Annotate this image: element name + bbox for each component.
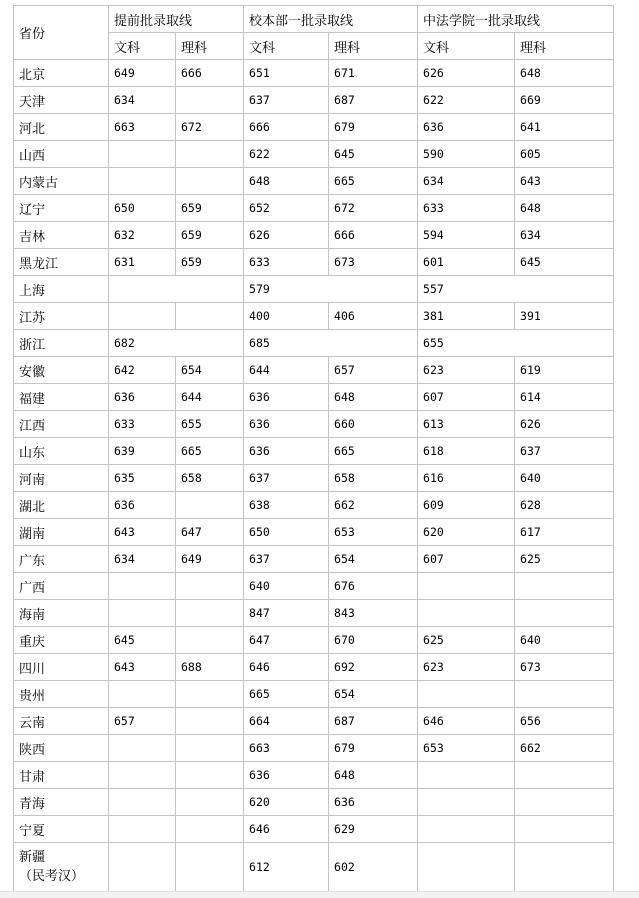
score-cell: 650 bbox=[109, 195, 176, 222]
score-cell: 648 bbox=[329, 384, 418, 411]
score-cell: 662 bbox=[515, 735, 614, 762]
score-cell: 637 bbox=[244, 546, 329, 573]
score-cell bbox=[176, 492, 244, 519]
score-cell: 653 bbox=[329, 519, 418, 546]
score-cell: 625 bbox=[515, 546, 614, 573]
score-cell: 622 bbox=[244, 141, 329, 168]
score-cell: 626 bbox=[515, 411, 614, 438]
province-cell: 山西 bbox=[14, 141, 109, 168]
score-cell: 679 bbox=[329, 735, 418, 762]
score-cell: 607 bbox=[418, 384, 515, 411]
score-cell: 647 bbox=[244, 627, 329, 654]
score-cell bbox=[109, 789, 176, 816]
score-cell: 687 bbox=[329, 87, 418, 114]
score-cell: 649 bbox=[176, 546, 244, 573]
score-cell: 400 bbox=[244, 303, 329, 330]
score-cell: 620 bbox=[244, 789, 329, 816]
score-cell bbox=[418, 573, 515, 600]
province-cell: 陕西 bbox=[14, 735, 109, 762]
score-cell: 647 bbox=[176, 519, 244, 546]
score-cell bbox=[418, 600, 515, 627]
score-cell: 616 bbox=[418, 465, 515, 492]
score-cell: 640 bbox=[244, 573, 329, 600]
score-cell: 636 bbox=[109, 492, 176, 519]
admission-scores-table bbox=[13, 5, 614, 892]
score-cell: 646 bbox=[244, 816, 329, 843]
score-cell: 633 bbox=[418, 195, 515, 222]
province-cell: 河南 bbox=[14, 465, 109, 492]
score-cell: 664 bbox=[244, 708, 329, 735]
province-cell: 青海 bbox=[14, 789, 109, 816]
score-cell: 646 bbox=[244, 654, 329, 681]
score-cell: 663 bbox=[109, 114, 176, 141]
score-cell: 663 bbox=[244, 735, 329, 762]
header-row-groups bbox=[14, 6, 614, 33]
province-cell: 辽宁 bbox=[14, 195, 109, 222]
score-cell: 629 bbox=[329, 816, 418, 843]
header-sub-science: 理科 bbox=[329, 33, 418, 60]
score-cell: 843 bbox=[329, 600, 418, 627]
score-cell bbox=[109, 681, 176, 708]
score-cell: 635 bbox=[109, 465, 176, 492]
score-cell: 688 bbox=[176, 654, 244, 681]
table-row bbox=[14, 735, 614, 762]
score-cell bbox=[515, 600, 614, 627]
score-cell: 620 bbox=[418, 519, 515, 546]
score-cell: 636 bbox=[329, 789, 418, 816]
score-cell: 655 bbox=[176, 411, 244, 438]
score-cell: 637 bbox=[244, 87, 329, 114]
province-cell: 湖南 bbox=[14, 519, 109, 546]
score-cell bbox=[176, 573, 244, 600]
score-cell: 671 bbox=[329, 60, 418, 87]
score-cell: 662 bbox=[329, 492, 418, 519]
score-cell: 660 bbox=[329, 411, 418, 438]
province-cell: 黑龙江 bbox=[14, 249, 109, 276]
table-row bbox=[14, 438, 614, 465]
table-row bbox=[14, 654, 614, 681]
score-cell bbox=[176, 843, 244, 892]
score-cell: 658 bbox=[329, 465, 418, 492]
score-cell: 607 bbox=[418, 546, 515, 573]
score-cell: 676 bbox=[329, 573, 418, 600]
table-row bbox=[14, 843, 614, 892]
score-cell bbox=[418, 762, 515, 789]
score-cell: 636 bbox=[244, 762, 329, 789]
score-cell: 619 bbox=[515, 357, 614, 384]
score-cell: 659 bbox=[176, 249, 244, 276]
score-cell: 847 bbox=[244, 600, 329, 627]
score-cell: 650 bbox=[244, 519, 329, 546]
score-cell: 682 bbox=[109, 330, 244, 357]
score-cell: 632 bbox=[109, 222, 176, 249]
score-cell: 406 bbox=[329, 303, 418, 330]
score-cell: 634 bbox=[109, 87, 176, 114]
score-cell: 658 bbox=[176, 465, 244, 492]
score-cell: 687 bbox=[329, 708, 418, 735]
province-cell: 湖北 bbox=[14, 492, 109, 519]
score-cell bbox=[109, 276, 244, 303]
score-cell: 602 bbox=[329, 843, 418, 892]
score-cell bbox=[176, 789, 244, 816]
score-cell: 634 bbox=[109, 546, 176, 573]
score-cell: 685 bbox=[244, 330, 418, 357]
header-sub-science: 理科 bbox=[176, 33, 244, 60]
table-row bbox=[14, 60, 614, 87]
score-cell: 633 bbox=[109, 411, 176, 438]
table-row bbox=[14, 222, 614, 249]
table-row bbox=[14, 303, 614, 330]
score-cell bbox=[109, 843, 176, 892]
table-row bbox=[14, 519, 614, 546]
score-cell: 651 bbox=[244, 60, 329, 87]
score-cell: 617 bbox=[515, 519, 614, 546]
province-cell: 重庆 bbox=[14, 627, 109, 654]
province-cell: 福建 bbox=[14, 384, 109, 411]
province-cell: 河北 bbox=[14, 114, 109, 141]
score-cell bbox=[176, 762, 244, 789]
score-cell: 645 bbox=[329, 141, 418, 168]
score-cell: 637 bbox=[244, 465, 329, 492]
table-row bbox=[14, 546, 614, 573]
table-row bbox=[14, 816, 614, 843]
score-cell: 391 bbox=[515, 303, 614, 330]
province-cell: 吉林 bbox=[14, 222, 109, 249]
score-cell: 657 bbox=[329, 357, 418, 384]
table-row bbox=[14, 789, 614, 816]
province-cell: 江西 bbox=[14, 411, 109, 438]
score-cell: 665 bbox=[329, 438, 418, 465]
score-cell: 645 bbox=[515, 249, 614, 276]
score-cell: 643 bbox=[515, 168, 614, 195]
score-cell: 673 bbox=[515, 654, 614, 681]
score-cell: 648 bbox=[329, 762, 418, 789]
table-row bbox=[14, 330, 614, 357]
table-row bbox=[14, 357, 614, 384]
score-cell: 634 bbox=[418, 168, 515, 195]
score-cell: 646 bbox=[418, 708, 515, 735]
score-cell: 642 bbox=[109, 357, 176, 384]
score-cell bbox=[109, 735, 176, 762]
province-cell: 甘肃 bbox=[14, 762, 109, 789]
score-cell bbox=[515, 843, 614, 892]
score-cell: 665 bbox=[244, 681, 329, 708]
province-cell: 上海 bbox=[14, 276, 109, 303]
score-cell: 644 bbox=[244, 357, 329, 384]
score-cell bbox=[176, 600, 244, 627]
score-cell: 645 bbox=[109, 627, 176, 654]
score-cell: 626 bbox=[418, 60, 515, 87]
province-cell: 山东 bbox=[14, 438, 109, 465]
table-row bbox=[14, 87, 614, 114]
table-row bbox=[14, 141, 614, 168]
score-cell: 634 bbox=[515, 222, 614, 249]
score-cell: 381 bbox=[418, 303, 515, 330]
score-cell bbox=[515, 816, 614, 843]
score-cell: 623 bbox=[418, 357, 515, 384]
header-sub-arts: 文科 bbox=[109, 33, 176, 60]
score-cell: 628 bbox=[515, 492, 614, 519]
table-row bbox=[14, 249, 614, 276]
score-cell: 666 bbox=[244, 114, 329, 141]
score-cell: 692 bbox=[329, 654, 418, 681]
province-cell: 贵州 bbox=[14, 681, 109, 708]
score-cell bbox=[418, 816, 515, 843]
header-group-early: 提前批录取线 bbox=[109, 6, 244, 33]
province-cell: 江苏 bbox=[14, 303, 109, 330]
header-sub-arts: 文科 bbox=[418, 33, 515, 60]
score-cell: 579 bbox=[244, 276, 418, 303]
province-cell bbox=[14, 843, 109, 892]
province-cell: 浙江 bbox=[14, 330, 109, 357]
score-cell bbox=[418, 681, 515, 708]
province-cell: 内蒙古 bbox=[14, 168, 109, 195]
score-cell bbox=[418, 843, 515, 892]
score-cell bbox=[109, 762, 176, 789]
score-cell: 623 bbox=[418, 654, 515, 681]
score-cell: 636 bbox=[109, 384, 176, 411]
score-cell: 633 bbox=[244, 249, 329, 276]
score-cell: 637 bbox=[515, 438, 614, 465]
score-cell: 672 bbox=[176, 114, 244, 141]
score-cell: 636 bbox=[244, 411, 329, 438]
score-cell: 648 bbox=[515, 195, 614, 222]
score-cell: 679 bbox=[329, 114, 418, 141]
score-cell: 665 bbox=[329, 168, 418, 195]
score-cell: 643 bbox=[109, 519, 176, 546]
score-cell: 622 bbox=[418, 87, 515, 114]
score-cell bbox=[176, 141, 244, 168]
province-cell: 四川 bbox=[14, 654, 109, 681]
score-cell bbox=[176, 708, 244, 735]
score-cell: 666 bbox=[329, 222, 418, 249]
table-row bbox=[14, 114, 614, 141]
province-cell: 广西 bbox=[14, 573, 109, 600]
table-row bbox=[14, 195, 614, 222]
score-cell: 643 bbox=[109, 654, 176, 681]
header-sub-science: 理科 bbox=[515, 33, 614, 60]
score-cell: 654 bbox=[176, 357, 244, 384]
score-cell bbox=[515, 573, 614, 600]
score-cell bbox=[176, 627, 244, 654]
score-cell: 638 bbox=[244, 492, 329, 519]
score-cell: 609 bbox=[418, 492, 515, 519]
score-cell: 625 bbox=[418, 627, 515, 654]
score-cell: 640 bbox=[515, 627, 614, 654]
score-cell bbox=[176, 87, 244, 114]
score-cell: 641 bbox=[515, 114, 614, 141]
score-cell: 672 bbox=[329, 195, 418, 222]
province-cell: 云南 bbox=[14, 708, 109, 735]
score-cell: 648 bbox=[244, 168, 329, 195]
score-cell: 640 bbox=[515, 465, 614, 492]
province-cell: 北京 bbox=[14, 60, 109, 87]
score-cell: 612 bbox=[244, 843, 329, 892]
score-cell: 636 bbox=[244, 384, 329, 411]
score-cell bbox=[515, 681, 614, 708]
score-cell: 670 bbox=[329, 627, 418, 654]
header-group-sino-french: 中法学院一批录取线 bbox=[418, 6, 614, 33]
score-cell: 665 bbox=[176, 438, 244, 465]
score-cell bbox=[109, 816, 176, 843]
province-cell: 广东 bbox=[14, 546, 109, 573]
score-cell: 656 bbox=[515, 708, 614, 735]
score-cell: 631 bbox=[109, 249, 176, 276]
header-sub-arts: 文科 bbox=[244, 33, 329, 60]
province-cell: 海南 bbox=[14, 600, 109, 627]
province-cell: 天津 bbox=[14, 87, 109, 114]
score-cell: 626 bbox=[244, 222, 329, 249]
score-cell: 652 bbox=[244, 195, 329, 222]
score-cell bbox=[418, 789, 515, 816]
table-row bbox=[14, 411, 614, 438]
score-cell: 618 bbox=[418, 438, 515, 465]
table-row bbox=[14, 681, 614, 708]
score-cell bbox=[109, 573, 176, 600]
score-cell: 673 bbox=[329, 249, 418, 276]
score-cell bbox=[176, 681, 244, 708]
table-row bbox=[14, 492, 614, 519]
score-cell: 657 bbox=[109, 708, 176, 735]
score-cell: 639 bbox=[109, 438, 176, 465]
score-cell: 636 bbox=[244, 438, 329, 465]
score-cell: 654 bbox=[329, 546, 418, 573]
score-cell bbox=[109, 600, 176, 627]
table-row bbox=[14, 384, 614, 411]
score-cell bbox=[109, 303, 176, 330]
score-cell: 590 bbox=[418, 141, 515, 168]
score-cell: 666 bbox=[176, 60, 244, 87]
province-cell: 宁夏 bbox=[14, 816, 109, 843]
province-note: （民考汉） bbox=[19, 869, 85, 884]
score-cell: 636 bbox=[418, 114, 515, 141]
score-cell bbox=[176, 735, 244, 762]
score-cell: 614 bbox=[515, 384, 614, 411]
score-cell: 557 bbox=[418, 276, 614, 303]
score-cell: 659 bbox=[176, 222, 244, 249]
score-cell: 613 bbox=[418, 411, 515, 438]
table-row bbox=[14, 276, 614, 303]
score-cell bbox=[109, 168, 176, 195]
score-cell bbox=[176, 303, 244, 330]
score-cell bbox=[176, 816, 244, 843]
score-cell bbox=[515, 762, 614, 789]
table-row bbox=[14, 465, 614, 492]
score-cell: 601 bbox=[418, 249, 515, 276]
table-row bbox=[14, 627, 614, 654]
score-cell: 659 bbox=[176, 195, 244, 222]
score-cell: 644 bbox=[176, 384, 244, 411]
score-cell: 594 bbox=[418, 222, 515, 249]
score-cell: 648 bbox=[515, 60, 614, 87]
score-cell: 655 bbox=[418, 330, 614, 357]
score-cell bbox=[176, 168, 244, 195]
table-row bbox=[14, 708, 614, 735]
score-cell: 654 bbox=[329, 681, 418, 708]
score-cell: 653 bbox=[418, 735, 515, 762]
table-row bbox=[14, 762, 614, 789]
table-row bbox=[14, 573, 614, 600]
table-row bbox=[14, 600, 614, 627]
score-cell bbox=[515, 789, 614, 816]
score-cell bbox=[109, 141, 176, 168]
header-group-main-campus: 校本部一批录取线 bbox=[244, 6, 418, 33]
table-row bbox=[14, 168, 614, 195]
score-cell: 649 bbox=[109, 60, 176, 87]
score-cell: 669 bbox=[515, 87, 614, 114]
header-province: 省份 bbox=[14, 6, 109, 60]
score-cell: 605 bbox=[515, 141, 614, 168]
province-name: 新疆 bbox=[19, 850, 46, 865]
province-cell: 安徽 bbox=[14, 357, 109, 384]
